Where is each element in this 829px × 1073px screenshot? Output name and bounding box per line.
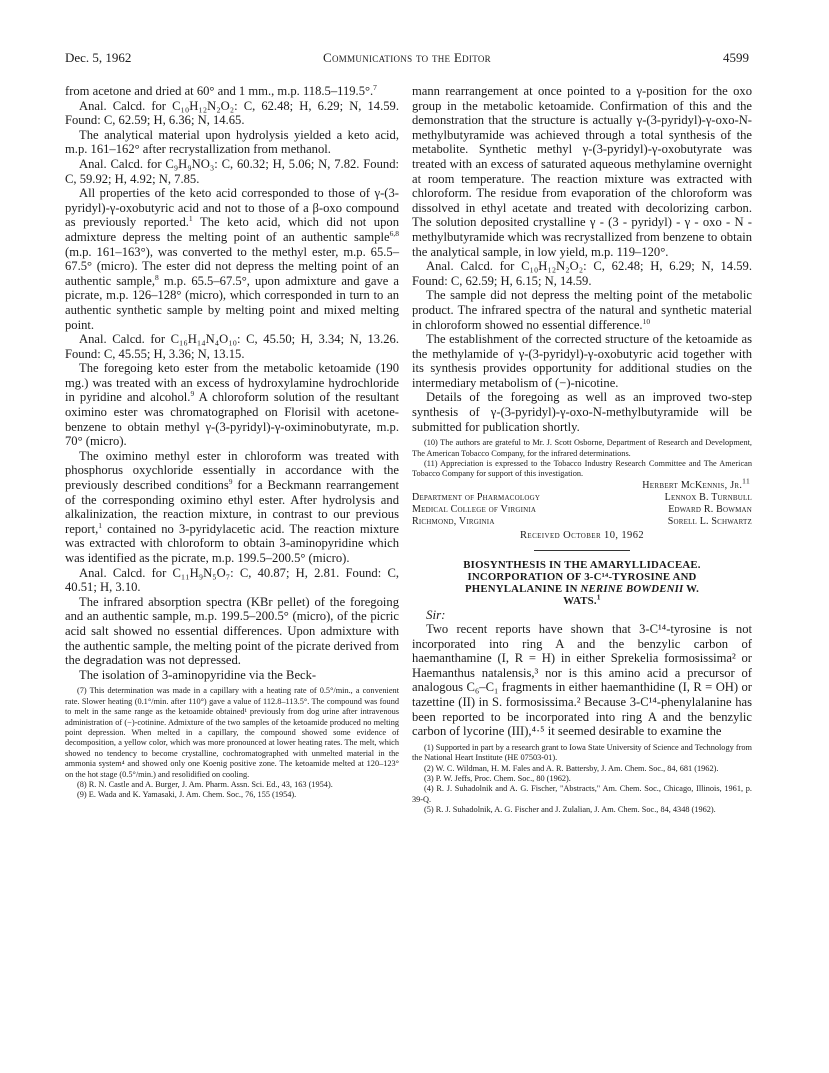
location: Richmond, Virginia	[412, 516, 495, 528]
running-head	[65, 50, 749, 66]
section-title: Communications to the Editor	[323, 50, 491, 65]
paragraph: The foregoing keto ester from the metabolic ketoamide (190 mg.) was treated with an excess of hydroxylamine hydrochloride in pyridine and alcohol.$^9$ A chloroform solution of the resultant oximino ester was chromatographed on Florisil with acetone-benzene to obtain methyl γ-(3-pyridyl)-γ-oximinobutyrate, m.p. 70° (micro).	[65, 361, 399, 449]
section-divider	[534, 550, 630, 551]
paragraph: The isolation of 3-aminopyridine via the Beck-	[79, 667, 317, 682]
page-number: 4599	[723, 50, 749, 65]
footnote-10: (10) The authors are grateful to Mr. J. Scott Osborne, Department of Research and Development, The American Tobacco Company, for the infrared determinations.	[412, 438, 752, 458]
paragraph: Details of the foregoing as well as an improved two-step synthesis of γ-(3-pyridyl)-γ-oxo-N-methylbutyramide will be submitted for publication shortly.	[412, 390, 752, 434]
author-name: Edward R. Bowman	[668, 504, 752, 516]
paragraph: All properties of the keto acid corresponded to those of γ-(3-pyridyl)-γ-oxobutyric acid and not to those of a β-oxo compound as previously reported.$^1$ The keto acid, which did not upon admixture depress the melting point of an authentic sample$^{6,8}$ (m.p. 161–163°), was converted to the methyl ester, m.p. 65.5–67.5° (micro). The ester did not depress the melting point of an authentic sample,$^8$ m.p. 65.5–67.5°, upon admixture and gave a picrate, m.p. 126–128° (micro), which corresponded in turn to an authentic synthetic sample by melting point and mixed melting point.	[65, 186, 399, 332]
issue-date: Dec. 5, 1962	[65, 50, 132, 65]
analysis-line: Anal. Calcd. for C₁₀H₁₂N₂O₂: C, 62.48; H, 6.29; N, 14.59. Found: C, 62.59; H, 6.15; N, 14.59.	[412, 259, 752, 288]
paragraph: The sample did not depress the melting point of the metabolic product. The infrared spectra of the natural and synthetic material in chloroform showed no essential difference.$^{10}$	[412, 288, 752, 332]
affiliation-row	[412, 504, 752, 516]
paragraph: mann rearrangement at once pointed to a γ-position for the oxo group in the metabolic ketoamide. Confirmation of this and the demonstration that the structure is actually γ-(3-pyridyl)-γ-oxo-N-methylbutyramide was achieved through a total synthesis of the metabolite. Synthetic methyl γ-(3-pyridyl)-γ-oxobutyrate was treated with an excess of saturated aqueous methylamine overnight at room temperature. The reaction mixture was extracted with chloroform. The residue from evaporation of the chloroform was dissolved in ethyl acetate and treated with decolorizing carbon. The solution deposited crystalline γ - (3 - pyridyl) - γ - oxo - N - methylbutyramide which was recrystallized from benzene to obtain the analytical sample, in low yield, m.p. 119–120°.	[412, 84, 752, 259]
department: Department of Pharmacology	[412, 492, 541, 504]
affiliation-row	[412, 492, 752, 504]
right-column	[412, 84, 752, 816]
footnote-3: (3) P. W. Jeffs, Proc. Chem. Soc., 80 (1962).	[424, 774, 571, 784]
footnote-9: (9) E. Wada and K. Yamasaki, J. Am. Chem. Soc., 76, 155 (1954).	[77, 790, 297, 800]
author-name: Lennox B. Turnbull	[664, 492, 752, 504]
analysis-line: Anal. Calcd. for C₁₀H₁₂N₂O₂: C, 62.48; H, 6.29; N, 14.59. Found: C, 62.59; H, 6.36; N, 14.65.	[65, 98, 399, 128]
received-date: Received October 10, 1962	[519, 529, 644, 541]
affiliation-row	[412, 516, 752, 528]
footnote-2: (2) W. C. Wildman, H. M. Fales and A. R. Battersby, J. Am. Chem. Soc., 84, 681 (1962).	[424, 763, 719, 773]
footnote-8: (8) R. N. Castle and A. Burger, J. Am. Pharm. Assn. Sci. Ed., 43, 163 (1954).	[77, 780, 333, 789]
analysis-line: Anal. Calcd. for C₁₆H₁₄N₄O₁₀: C, 45.50; H, 3.34; N, 13.26. Found: C, 45.55; H, 3.36; N, 13.15.	[65, 332, 399, 361]
institution: Medical College of Virginia	[412, 504, 537, 516]
paragraph: The establishment of the corrected structure of the ketoamide as the methylamide of γ-(3-pyridyl)-γ-oxobutyric acid together with its synthesis provides opportunity for additional studies on the intermediary metabolism of (−)-nicotine.	[412, 332, 752, 390]
footnote-4: (4) R. J. Suhadolnik and A. G. Fischer, "Abstracts," Am. Chem. Soc., Chicago, Illinois, 1961, p. 39-Q.	[412, 784, 752, 804]
author-name: Sorell L. Schwartz	[667, 516, 752, 528]
analysis-line: Anal. Calcd. for C₁₁H₉N₅O₇: C, 40.87; H, 2.81. Found: C, 40.51; H, 3.10.	[65, 565, 399, 595]
paragraph: The infrared absorption spectra (KBr pellet) of the foregoing and an authentic sample, m.p. 199.5–200.5° (micro), of the picric acid salt showed no essential differences. Upon admixture with the authentic sample, the melting point of the picrate derived from the degradation was not depressed.	[65, 594, 399, 668]
footnote-11: (11) Appreciation is expressed to the Tobacco Industry Research Committee and The American Tobacco Company for support of this investigation.	[412, 459, 752, 479]
analysis-line: Anal. Calcd. for C₉H₉NO₃: C, 60.32; H, 5.06; N, 7.82. Found: C, 59.92; H, 4.92; N, 7.85.	[65, 156, 399, 186]
left-column	[65, 84, 399, 801]
footnote-5: (5) R. J. Suhadolnik, A. G. Fischer and J. Zulalian, J. Am. Chem. Soc., 84, 4348 (1962).	[424, 805, 716, 815]
footnote-7: (7) This determination was made in a capillary with a heating rate of 0.5°/min., a convenient rate. Slower heating (0.1°/min. after 110°) gave a value of 112.8–113.5°. The compound was found to melt in the same range as the ketoamide obtained¹ previously from dog urine after intravenous administration of (−)-cotinine. Admixture of the two samples of the ketoamide produced no melting point depression. When melted in a capillary, the compound showed some evidence of decomposition, a yellow color, which was more pronounced at lower heating rates. The melt, which showed no tendency to become crystalline, cochromatographed with unmelted material in the ammonia system⁴ and showed only one Koenig positive zone. The ketoamide melted at 120–123° on the hot stage (0.5°/min.) and resolidified on cooling.	[65, 686, 399, 779]
footnote-1: (1) Supported in part by a research grant to Iowa State University of Science and Technology from the National Heart Institute (HE 07503-01).	[412, 742, 752, 763]
salutation: Sir:	[426, 606, 446, 622]
paragraph: The analytical material upon hydrolysis yielded a keto acid, m.p. 161–162° after recrystallization from methanol.	[65, 127, 399, 157]
author-block	[412, 476, 752, 529]
paragraph: The oximino methyl ester in chloroform was treated with phosphorus oxychloride essentially in accordance with the previously described conditions$^9$ for a Beckmann rearrangement of the corresponding oximino ethyl ester. After hydrolysis and alkalinization, the reaction mixture, in contrast to our previous report,$^1$ contained no 3-pyridylacetic acid. The reaction mixture was extracted with chloroform to obtain 3-aminopyridine which was identified as the picrate, m.p. 199.5–200.5° (micro).	[65, 448, 399, 565]
communication-title: BIOSYNTHESIS IN THE AMARYLLIDACEAE. INCORPORATION OF 3-C¹⁴-TYROSINE AND PHENYLALANINE IN NERINE BOWDENII W. WATS.$^1$	[463, 558, 701, 608]
author-name: Herbert McKennis, Jr.$^{11}$	[642, 476, 750, 491]
paragraph: Two recent reports have shown that 3-C¹⁴-tyrosine is not incorporated into ring A and the benzylic carbon of haemanthamine (I, R = H) in either Sprekelia formosissima² or Haemanthus natalensis,³ nor is this amino acid a precursor of analogous C₆–C₁ fragments in either haemanthidine (I, R = OH) or tazettine (II) in S. formosissima.² Because 3-C¹⁴-phenylalanine has been reported to be incorporated into ring A and the benzylic carbon of lycorine (III),⁴·⁵ it seemed desirable to examine the	[412, 622, 752, 739]
paragraph: from acetone and dried at 60° and 1 mm., m.p. 118.5–119.5°.$^7$	[65, 82, 377, 98]
